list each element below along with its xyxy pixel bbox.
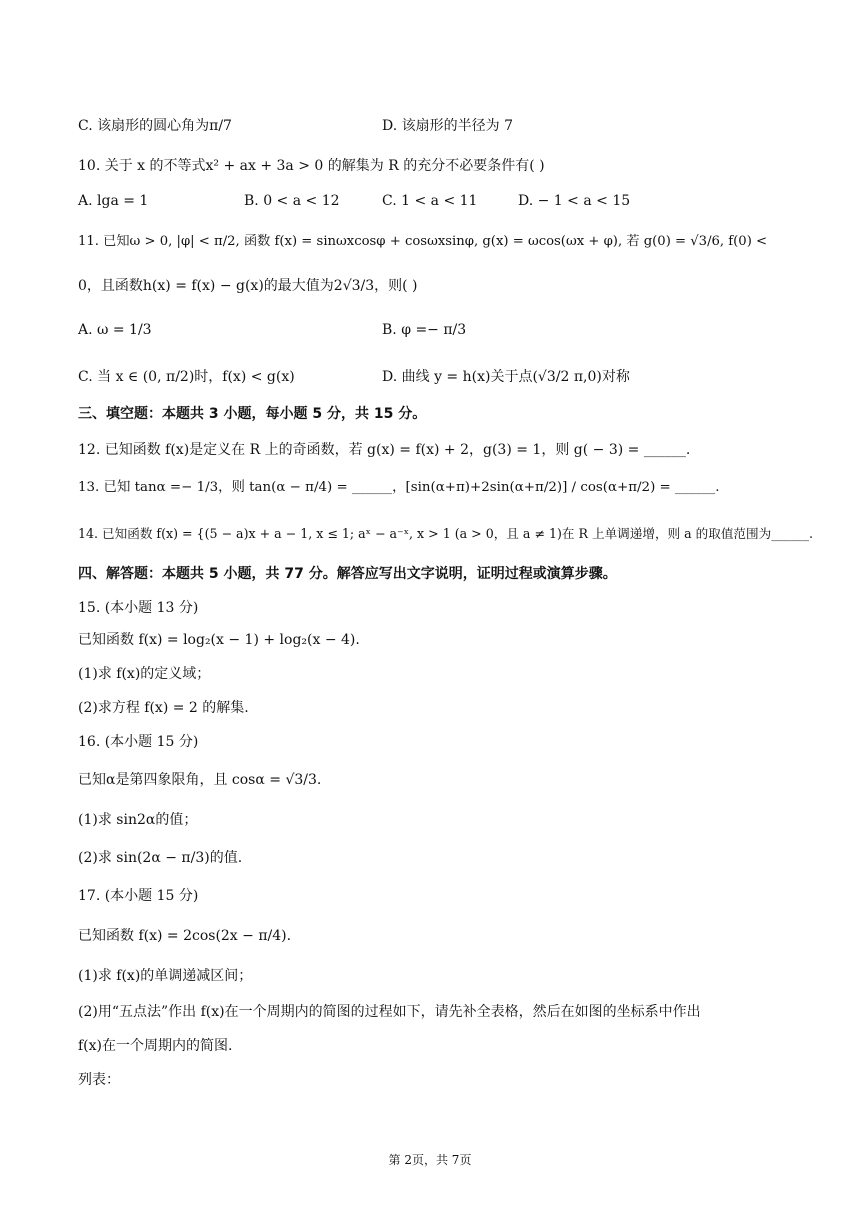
q9-option-d: D. 该扇形的半径为 7 [382,118,513,134]
page-footer: 第 2页，共 7页 [388,1153,472,1167]
q17-heading: 17. (本小题 15 分) [78,888,199,904]
q15-given: 已知函数 f(x) = log₂(x − 1) + log₂(x − 4). [78,632,360,648]
q11-option-a: A. ω = 1/3 [78,322,152,338]
q10-stem: 10. 关于 x 的不等式x² + ax + 3a > 0 的解集为 R 的充分不必要条件有( ) [78,158,545,174]
q11-stem-line1: 11. 已知ω > 0, |φ| < π/2, 函数 f(x) = sinωxcosφ + cosωxsinφ, g(x) = ωcos(ωx + φ), 若 g(0) = √3/6, f(0) < [78,234,768,249]
q9-option-c: C. 该扇形的圆心角为π/7 [78,118,232,134]
q11-option-c: C. 当 x ∈ (0, π/2)时，f(x) < g(x) [78,369,295,385]
q17-given: 已知函数 f(x) = 2cos(2x − π/4). [78,928,292,944]
q17-list-label: 列表： [78,1072,120,1088]
section-4-heading: 四、解答题：本题共 5 小题，共 77 分。解答应写出文字说明，证明过程或演算步骤。 [78,566,617,582]
q11-option-d: D. 曲线 y = h(x)关于点(√3/2 π,0)对称 [382,369,630,385]
q10-option-c: C. 1 < a < 11 [382,193,478,209]
q14: 14. 已知函数 f(x) = {(5 − a)x + a − 1, x ≤ 1; aˣ − a⁻ˣ, x > 1 (a > 0，且 a ≠ 1)在 R 上单调递增，则 a 的取值范围为______. [78,526,814,541]
q16-given: 已知α是第四象限角，且 cosα = √3/3. [78,772,322,788]
q12: 12. 已知函数 f(x)是定义在 R 上的奇函数，若 g(x) = f(x) + 2，g(3) = 1，则 g( − 3) = ______. [78,442,691,458]
q15-part2: (2)求方程 f(x) = 2 的解集. [78,700,249,716]
q17-part2-line2: f(x)在一个周期内的简图. [78,1038,233,1054]
q15-heading: 15. (本小题 13 分) [78,600,199,616]
q15-part1: (1)求 f(x)的定义域； [78,666,211,682]
q11-stem-line2: 0，且函数h(x) = f(x) − g(x)的最大值为2√3/3，则( ) [78,278,418,294]
q10-option-d: D. − 1 < a < 15 [518,193,631,209]
q16-part2: (2)求 sin(2α − π/3)的值. [78,850,243,866]
section-3-heading: 三、填空题：本题共 3 小题，每小题 5 分，共 15 分。 [78,406,427,422]
q16-heading: 16. (本小题 15 分) [78,734,199,750]
q11-option-b: B. φ =− π/3 [382,322,467,338]
q10-option-a: A. lga = 1 [78,193,149,209]
q13: 13. 已知 tanα =− 1/3，则 tan(α − π/4) = ______，[sin(α+π)+2sin(α+π/2)] / cos(α+π/2) = ______. [78,480,720,495]
q16-part1: (1)求 sin2α的值； [78,812,198,828]
q17-part2-line1: (2)用“五点法”作出 f(x)在一个周期内的简图的过程如下，请先补全表格，然后在如图的坐标系中作出 [78,1004,701,1020]
q17-part1: (1)求 f(x)的单调递减区间； [78,968,253,984]
q10-option-b: B. 0 < a < 12 [244,193,340,209]
